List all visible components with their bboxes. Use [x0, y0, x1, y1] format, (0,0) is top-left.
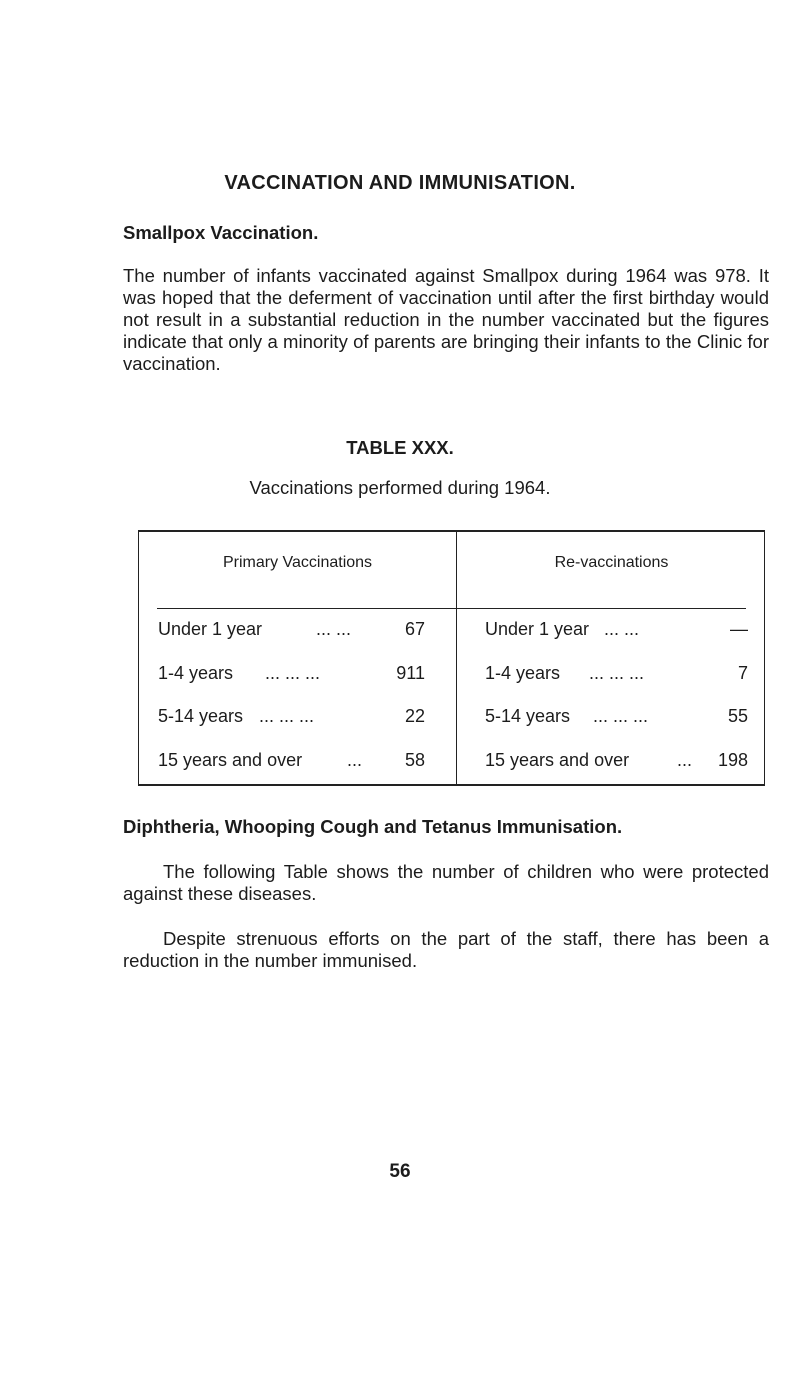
page-number: 56	[389, 1161, 411, 1182]
revaccinations-header: Re-vaccinations	[554, 554, 669, 571]
revaccination-row	[485, 619, 748, 649]
row-leader-dots: ... ... ...	[265, 663, 321, 683]
diphtheria-paragraph-1: The following Table shows the number of children who were protected against these diseases.	[123, 861, 769, 904]
row-leader-dots: ...	[677, 750, 693, 770]
row-leader-dots: ... ...	[316, 619, 352, 639]
table-caption: Vaccinations performed during 1964.	[249, 477, 551, 498]
row-value: 67	[404, 619, 425, 639]
revaccination-row	[485, 663, 748, 693]
revaccination-row	[485, 750, 748, 780]
diphtheria-paragraph-2: Despite strenuous efforts on the part of the staff, there has been a reduction in the number immunised.	[123, 928, 769, 971]
diphtheria-subheading: Diphtheria, Whooping Cough and Tetanus Immunisation.	[123, 816, 623, 837]
row-label: Under 1 year	[485, 619, 590, 639]
row-leader-dots: ... ... ...	[593, 706, 649, 726]
row-value: 58	[404, 750, 425, 770]
row-leader-dots: ...	[347, 750, 363, 770]
table-title: TABLE XXX.	[346, 437, 454, 458]
primary-row	[158, 619, 425, 649]
row-label: 5-14 years	[158, 706, 244, 726]
primary-row	[158, 750, 425, 780]
row-label: 15 years and over	[485, 750, 630, 770]
row-value: 7	[737, 663, 748, 683]
row-value: 198	[717, 750, 748, 770]
row-label: Under 1 year	[158, 619, 263, 639]
header-rule	[157, 608, 746, 609]
row-value: 55	[727, 706, 748, 726]
row-leader-dots: ... ...	[604, 619, 640, 639]
row-label: 15 years and over	[158, 750, 303, 770]
revaccination-row	[485, 706, 748, 736]
row-value: 22	[404, 706, 425, 726]
row-label: 5-14 years	[485, 706, 571, 726]
primary-row	[158, 663, 425, 693]
primary-row	[158, 706, 425, 736]
primary-vaccinations-header: Primary Vaccinations	[222, 554, 373, 571]
row-value: —	[730, 619, 748, 639]
smallpox-paragraph: The number of infants vaccinated against Smallpox during 1964 was 978. It was hoped that the deferment of vaccination until after the first birthday would not result in a substantial reduction in the number vaccinated but the figures indicate that only a minority of parents are bringing their infants to the Clinic for vaccination.	[123, 265, 769, 374]
row-label: 1-4 years	[485, 663, 561, 683]
row-label: 1-4 years	[158, 663, 234, 683]
page-heading: VACCINATION AND IMMUNISATION.	[224, 172, 576, 194]
row-value: 911	[396, 663, 425, 683]
row-leader-dots: ... ... ...	[259, 706, 315, 726]
smallpox-subheading: Smallpox Vaccination.	[123, 222, 319, 243]
vaccinations-table	[138, 530, 765, 786]
row-leader-dots: ... ... ...	[589, 663, 645, 683]
